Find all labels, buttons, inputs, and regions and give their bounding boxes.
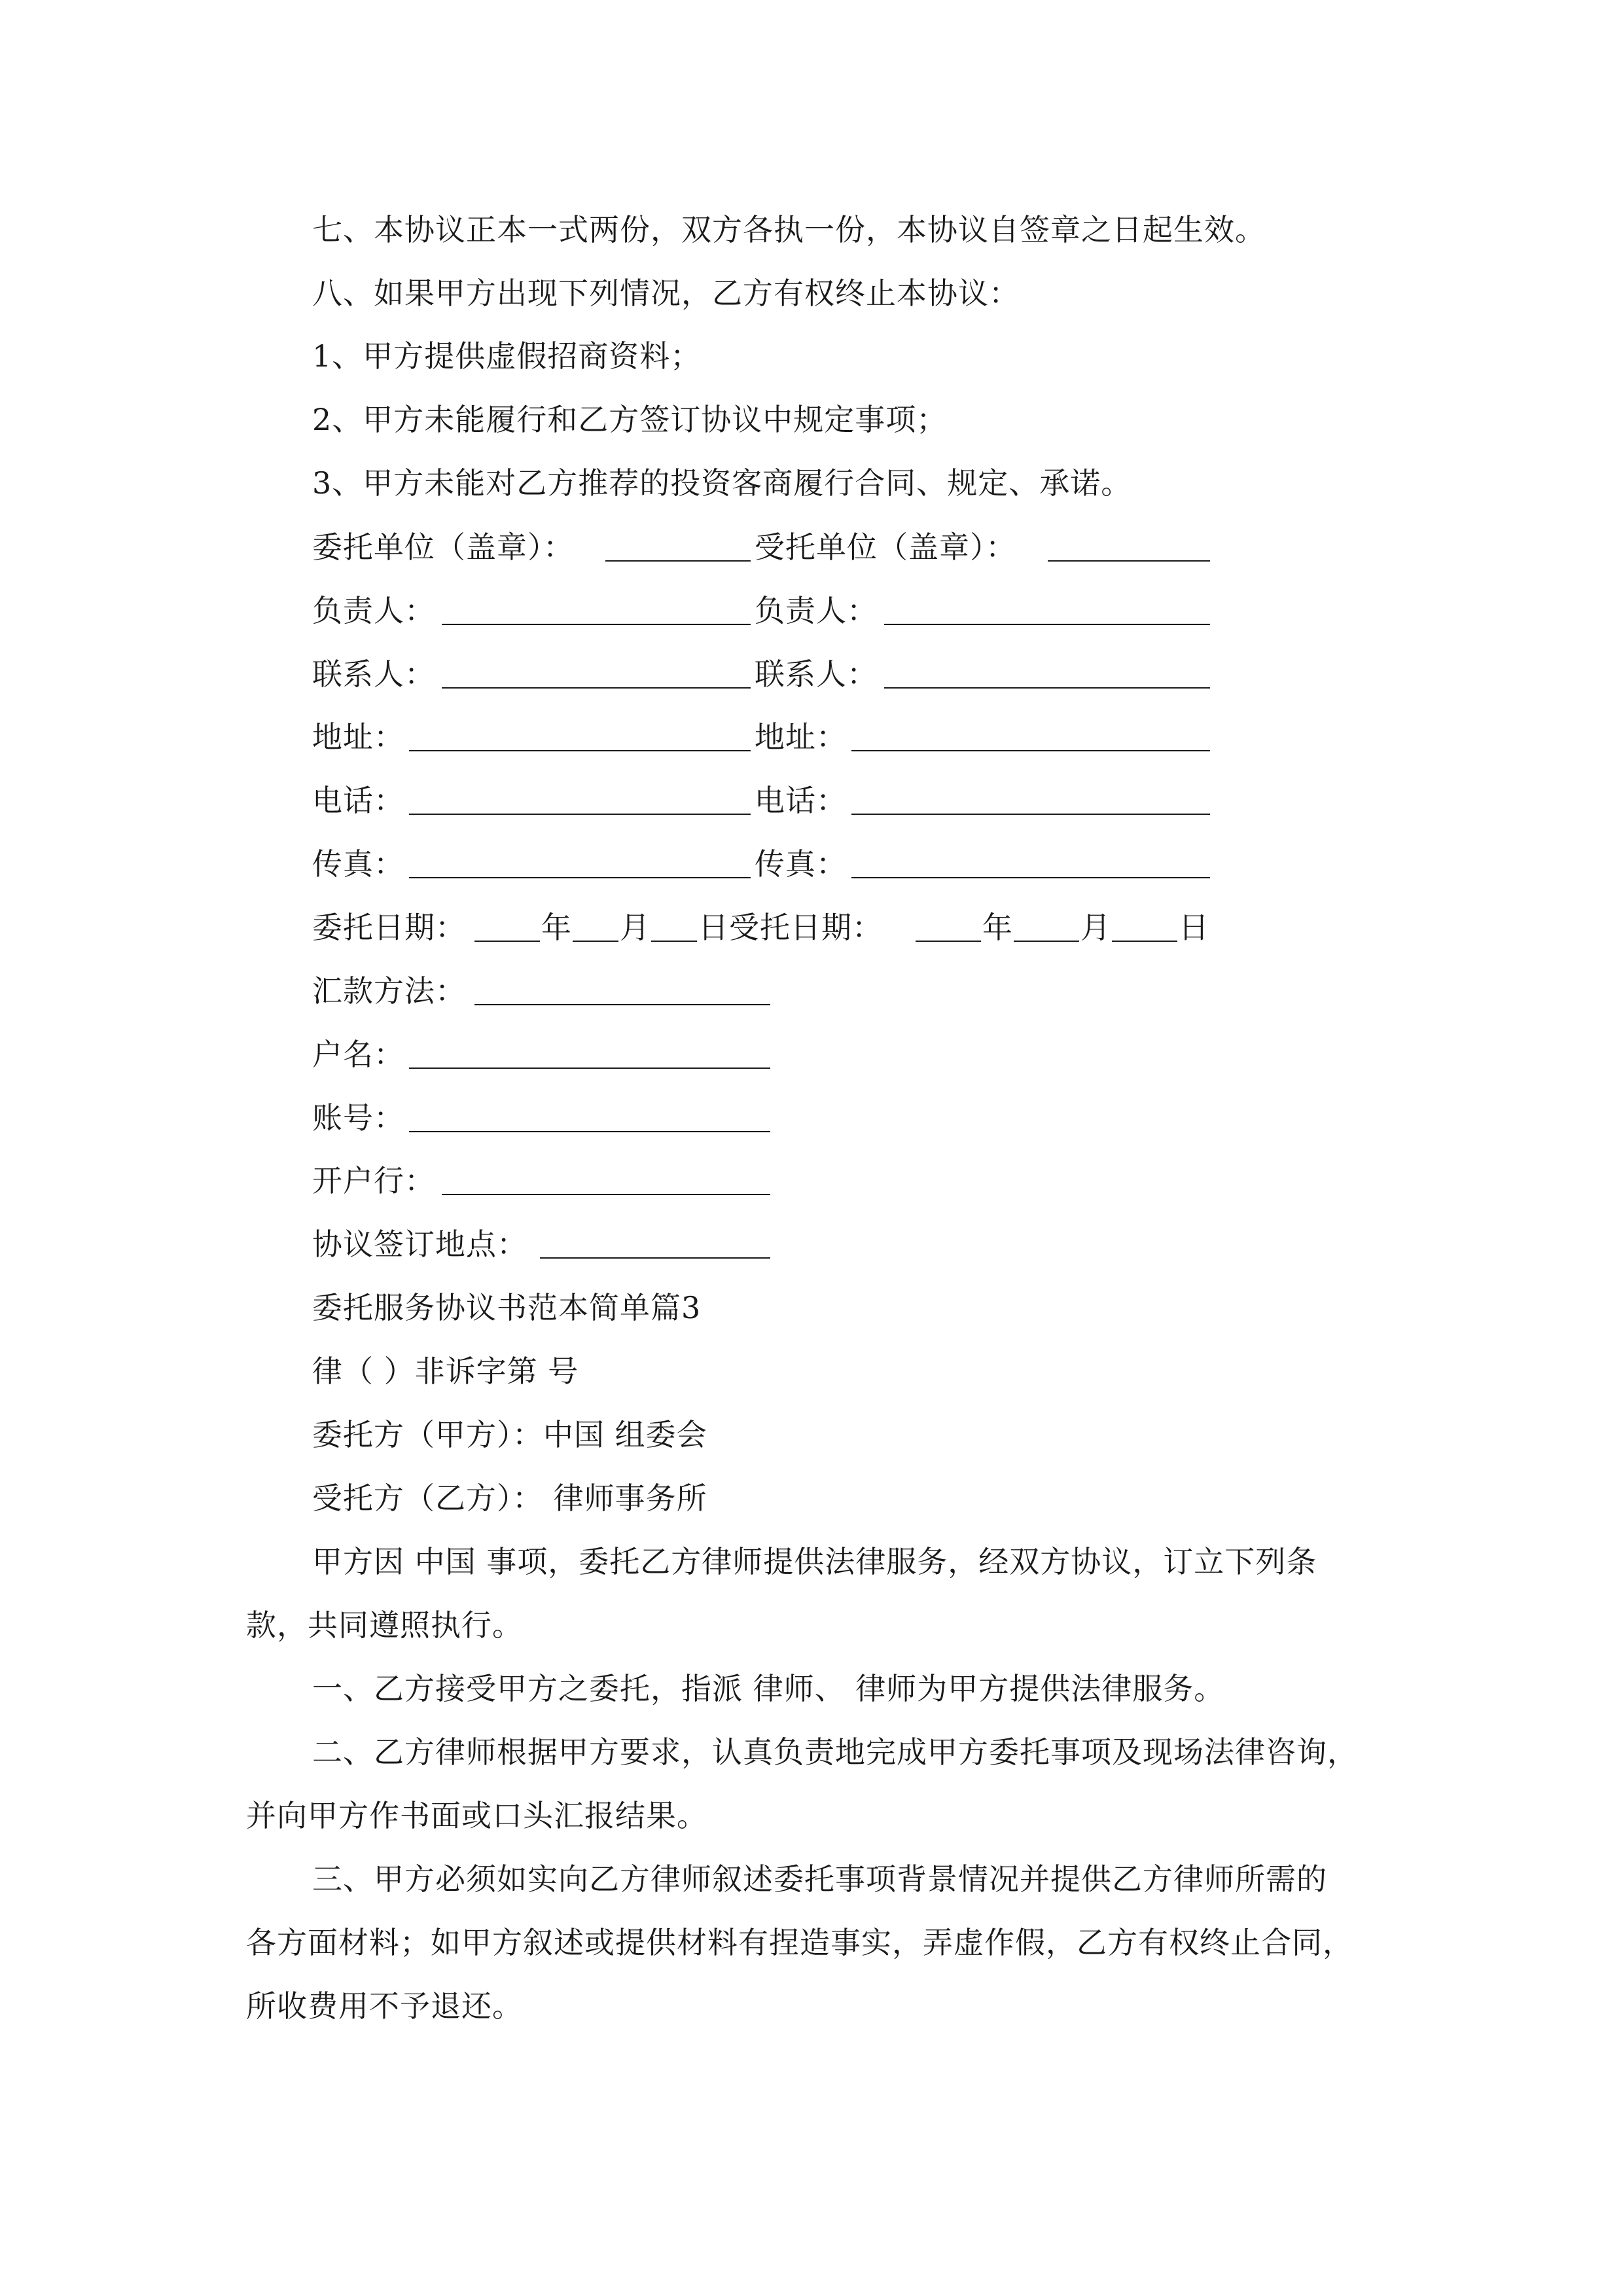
address-left-label: 地址： (312, 719, 404, 755)
row-account-name (312, 1036, 1228, 1075)
principal-month-label: 月 (620, 910, 651, 945)
agent-day-label: 日 (1179, 910, 1209, 945)
section3-clause-2-line-1: 二、乙方律师根据甲方要求，认真负责地完成甲方委托事项及现场法律咨询， (312, 1734, 1358, 1770)
address-right-blank (851, 719, 1210, 751)
person-in-charge-left-blank (442, 592, 751, 625)
intro-line-1: 甲方因 中国 事项，委托乙方律师提供法律服务，经双方协议，订立下列条 (312, 1544, 1317, 1579)
agent-month-label: 月 (1080, 910, 1111, 945)
row-account-number (312, 1100, 1228, 1139)
section3-clause-3-line-3: 所收费用不予退还。 (246, 1988, 523, 2024)
row-contact (312, 656, 1228, 695)
contact-left-label: 联系人： (312, 656, 435, 692)
agent-day-blank (1112, 909, 1177, 942)
contact-right-label: 联系人： (755, 656, 878, 692)
row-signing-place (312, 1226, 1228, 1265)
row-dates (312, 909, 1228, 948)
principal-day-blank (651, 909, 697, 942)
clause-8-item-2: 2、甲方未能履行和乙方签订协议中规定事项； (312, 402, 948, 437)
bank-label: 开户行： (312, 1163, 435, 1198)
phone-right-blank (851, 782, 1210, 815)
payment-method-label: 汇款方法： (312, 973, 466, 1009)
principal-unit-blank (605, 529, 751, 562)
phone-left-blank (409, 782, 751, 815)
principal-month-blank (573, 909, 618, 942)
account-name-blank (409, 1036, 770, 1069)
clause-8-item-1: 1、甲方提供虚假招商资料； (312, 338, 702, 374)
account-number-label: 账号： (312, 1100, 404, 1136)
person-in-charge-right-blank (884, 592, 1210, 625)
section3-clause-1: 一、乙方接受甲方之委托，指派 律师、 律师为甲方提供法律服务。 (312, 1671, 1225, 1706)
contact-right-blank (884, 656, 1210, 689)
party-a: 委托方（甲方）：中国 组委会 (312, 1417, 707, 1452)
account-number-blank (409, 1100, 770, 1132)
intro-line-2: 款，共同遵照执行。 (246, 1607, 523, 1643)
person-in-charge-left-label: 负责人： (312, 593, 435, 628)
agent-year-blank (916, 909, 981, 942)
row-fax (312, 846, 1228, 885)
agent-unit-blank (1048, 529, 1210, 562)
clause-7: 七、本协议正本一式两份，双方各执一份，本协议自签章之日起生效。 (312, 212, 1266, 247)
fax-left-blank (409, 846, 751, 878)
row-address (312, 719, 1228, 758)
signing-place-blank (540, 1226, 770, 1259)
address-left-blank (409, 719, 751, 751)
phone-left-label: 电话： (312, 783, 404, 818)
principal-date-label: 委托日期： (312, 910, 466, 945)
agent-unit-label: 受托单位（盖章）： (755, 529, 1016, 565)
fax-right-blank (851, 846, 1210, 878)
fax-right-label: 传真： (755, 846, 847, 882)
principal-year-label: 年 (541, 910, 572, 945)
doc-number: 律（ ）非诉字第 号 (312, 1354, 579, 1389)
row-bank (312, 1162, 1228, 1202)
clause-8-item-3: 3、甲方未能对乙方推荐的投资客商履行合同、规定、承诺。 (312, 465, 1132, 501)
row-unit (312, 529, 1228, 568)
section3-clause-3-line-2: 各方面材料；如甲方叙述或提供材料有捏造事实，弄虚作假，乙方有权终止合同， (246, 1925, 1353, 1960)
section3-clause-2-line-2: 并向甲方作书面或口头汇报结果。 (246, 1798, 707, 1833)
phone-right-label: 电话： (755, 783, 847, 818)
fax-left-label: 传真： (312, 846, 404, 882)
address-right-label: 地址： (755, 719, 847, 755)
person-in-charge-right-label: 负责人： (755, 593, 878, 628)
contact-left-blank (442, 656, 751, 689)
bank-blank (442, 1162, 770, 1195)
row-payment (312, 973, 1228, 1012)
principal-year-blank (474, 909, 540, 942)
signing-place-label: 协议签订地点： (312, 1227, 527, 1262)
clause-8: 八、如果甲方出现下列情况，乙方有权终止本协议： (312, 276, 1020, 311)
row-person-in-charge (312, 592, 1228, 632)
payment-method-blank (474, 973, 770, 1005)
account-name-label: 户名： (312, 1037, 404, 1072)
agent-month-blank (1014, 909, 1079, 942)
agent-year-label: 年 (982, 910, 1013, 945)
section-title: 委托服务协议书范本简单篇3 (312, 1290, 702, 1325)
party-b: 受托方（乙方）： 律师事务所 (312, 1480, 707, 1516)
agent-date-label: 日受托日期： (698, 910, 883, 945)
section3-clause-3-line-1: 三、甲方必须如实向乙方律师叙述委托事项背景情况并提供乙方律师所需的 (312, 1861, 1327, 1897)
row-phone (312, 782, 1228, 821)
principal-unit-label: 委托单位（盖章）： (312, 529, 574, 565)
